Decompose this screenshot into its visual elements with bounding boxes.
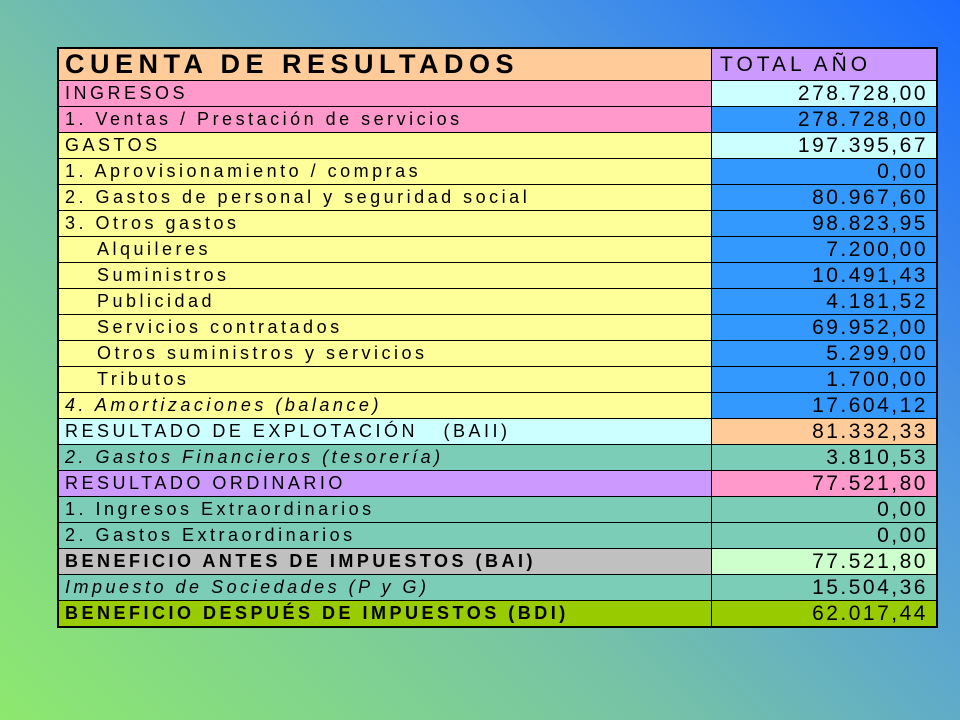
row-label-resultado-explotacion: RESULTADO DE EXPLOTACIÓN (BAII) xyxy=(58,419,712,445)
table-row xyxy=(58,237,937,263)
row-value: 10.491,43 xyxy=(712,263,938,289)
row-label-bai: BENEFICIO ANTES DE IMPUESTOS (BAI) xyxy=(58,549,712,575)
total-year-header: TOTAL AÑO xyxy=(712,48,938,81)
row-value: 1.700,00 xyxy=(712,367,938,393)
table-row xyxy=(58,393,937,419)
row-value: 80.967,60 xyxy=(712,185,938,211)
row-label-gastos: GASTOS xyxy=(58,133,712,159)
table-row xyxy=(58,575,937,601)
row-value-resultado-ordinario: 77.521,80 xyxy=(712,471,938,497)
row-label: 2. Gastos Extraordinarios xyxy=(58,523,712,549)
row-label: Suministros xyxy=(58,263,712,289)
row-value: 0,00 xyxy=(712,159,938,185)
row-value: 69.952,00 xyxy=(712,315,938,341)
row-label: Alquileres xyxy=(58,237,712,263)
row-value-resultado-explotacion: 81.332,33 xyxy=(712,419,938,445)
table-row xyxy=(58,133,937,159)
row-value: 15.504,36 xyxy=(712,575,938,601)
table-row xyxy=(58,523,937,549)
table-row xyxy=(58,367,937,393)
table-row xyxy=(58,315,937,341)
row-value: 98.823,95 xyxy=(712,211,938,237)
row-value-ingresos: 278.728,00 xyxy=(712,81,938,107)
table-row xyxy=(58,601,937,628)
row-label: 1. Ventas / Prestación de servicios xyxy=(58,107,712,133)
table-row xyxy=(58,341,937,367)
row-value: 17.604,12 xyxy=(712,393,938,419)
row-label-ingresos: INGRESOS xyxy=(58,81,712,107)
table-row xyxy=(58,497,937,523)
row-value: 5.299,00 xyxy=(712,341,938,367)
row-label-resultado-ordinario: RESULTADO ORDINARIO xyxy=(58,471,712,497)
row-label: Tributos xyxy=(58,367,712,393)
row-label: 2. Gastos de personal y seguridad social xyxy=(58,185,712,211)
row-value: 7.200,00 xyxy=(712,237,938,263)
table-row xyxy=(58,549,937,575)
row-label: Servicios contratados xyxy=(58,315,712,341)
row-label: 1. Aprovisionamiento / compras xyxy=(58,159,712,185)
row-value: 0,00 xyxy=(712,523,938,549)
table-row xyxy=(58,471,937,497)
table-row xyxy=(58,289,937,315)
row-label-bdi: BENEFICIO DESPUÉS DE IMPUESTOS (BDI) xyxy=(58,601,712,628)
row-label: Impuesto de Sociedades (P y G) xyxy=(58,575,712,601)
table-row xyxy=(58,263,937,289)
header-row xyxy=(58,48,937,81)
row-label: Otros suministros y servicios xyxy=(58,341,712,367)
row-value-gastos: 197.395,67 xyxy=(712,133,938,159)
row-value-bai: 77.521,80 xyxy=(712,549,938,575)
row-label: 4. Amortizaciones (balance) xyxy=(58,393,712,419)
table-row xyxy=(58,419,937,445)
row-value-bdi: 62.017,44 xyxy=(712,601,938,628)
row-value: 4.181,52 xyxy=(712,289,938,315)
table-row xyxy=(58,159,937,185)
table-row xyxy=(58,445,937,471)
table-title: CUENTA DE RESULTADOS xyxy=(58,48,712,81)
table-row xyxy=(58,185,937,211)
row-label: 3. Otros gastos xyxy=(58,211,712,237)
income-statement-table xyxy=(57,47,938,628)
row-value: 278.728,00 xyxy=(712,107,938,133)
table-row xyxy=(58,107,937,133)
table-row xyxy=(58,81,937,107)
row-label: 2. Gastos Financieros (tesorería) xyxy=(58,445,712,471)
row-label: Publicidad xyxy=(58,289,712,315)
table-row xyxy=(58,211,937,237)
row-value: 3.810,53 xyxy=(712,445,938,471)
row-label: 1. Ingresos Extraordinarios xyxy=(58,497,712,523)
row-value: 0,00 xyxy=(712,497,938,523)
